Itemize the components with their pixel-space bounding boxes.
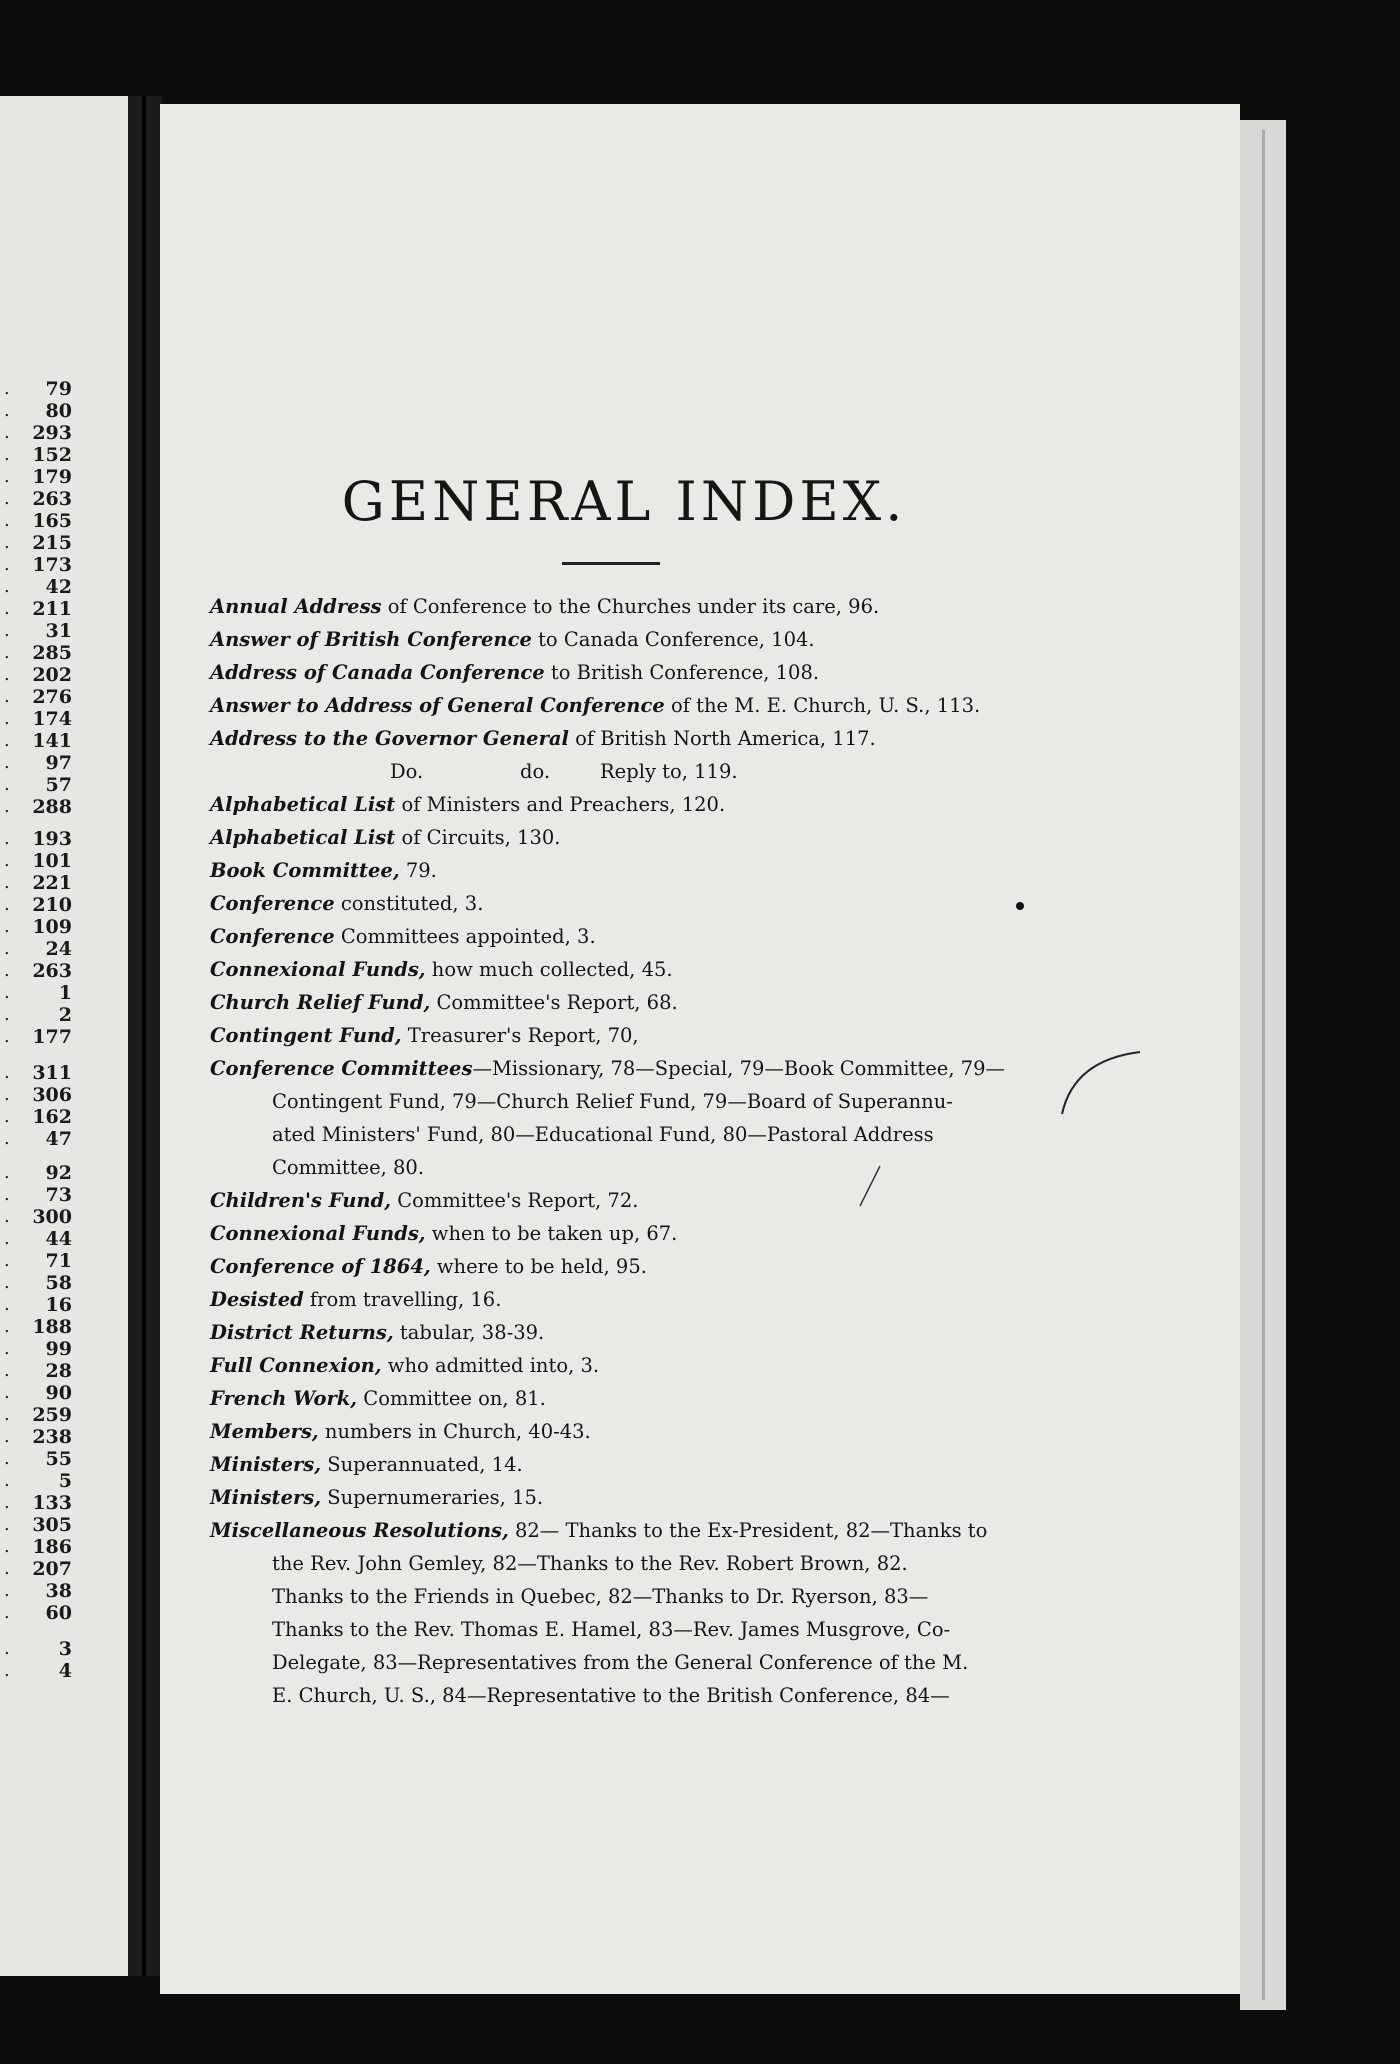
pen-mark-small (856, 1160, 886, 1210)
entry-text: of Ministers and Preachers, 120. (395, 793, 726, 816)
left-page-number: 92 (45, 1162, 72, 1184)
entry-heading: Conference (210, 892, 335, 915)
leader-dots: . (4, 1558, 14, 1579)
entry-text: where to be held, 95. (430, 1255, 647, 1278)
left-page-number: 215 (32, 532, 72, 554)
index-entry-continuation: Delegate, 83—Representatives from the General Conference of the M. (272, 1651, 969, 1674)
leader-dots: . (4, 1084, 14, 1105)
entry-text: Committee's Report, 68. (430, 991, 678, 1014)
left-page-number: 179 (32, 466, 72, 488)
left-page-number: 300 (32, 1206, 72, 1228)
ditto-mark: Do. (390, 760, 424, 783)
left-page-number: 193 (32, 828, 72, 850)
index-entry (210, 821, 1010, 854)
index-entry (210, 1316, 1010, 1349)
index-entry (210, 887, 1010, 920)
leader-dots: . (4, 1162, 14, 1183)
left-page-number: 28 (45, 1360, 72, 1382)
entry-heading: Answer of British Conference (210, 628, 532, 651)
leader-dots: . (4, 1228, 14, 1249)
entry-text: of Conference to the Churches under its care, 96. (381, 595, 880, 618)
left-page-number: 152 (32, 444, 72, 466)
leader-dots: . (4, 960, 14, 981)
index-entry (210, 788, 1010, 821)
left-page-number: 202 (32, 664, 72, 686)
entry-heading: Conference (210, 925, 335, 948)
leader-dots: . (4, 938, 14, 959)
leader-dots: . (4, 1206, 14, 1227)
leader-dots: . (4, 1426, 14, 1447)
index-entry-continuation: Thanks to the Friends in Quebec, 82—Thanks to Dr. Ryerson, 83— (272, 1585, 929, 1608)
index-entry (210, 953, 1010, 986)
entry-heading: Address to the Governor General (210, 727, 569, 750)
left-page-number: 186 (32, 1536, 72, 1558)
leader-dots: . (4, 982, 14, 1003)
left-page-number: 99 (45, 1338, 72, 1360)
entry-heading: Full Connexion, (210, 1354, 382, 1377)
entry-text: to British Conference, 108. (544, 661, 820, 684)
left-page-number: 3 (58, 1638, 72, 1660)
left-page-number: 173 (32, 554, 72, 576)
entry-text: numbers in Church, 40-43. (318, 1420, 591, 1443)
left-page-number: 133 (32, 1492, 72, 1514)
leader-dots: . (4, 444, 14, 465)
left-page-number: 238 (32, 1426, 72, 1448)
index-entry (210, 1184, 1010, 1217)
page-edge-line (1262, 130, 1265, 2000)
left-page-number: 221 (32, 872, 72, 894)
index-entry-continuation: the Rev. John Gemley, 82—Thanks to the Rev. Robert Brown, 82. (272, 1552, 908, 1575)
entry-heading: French Work, (210, 1387, 358, 1410)
entry-heading: Ministers, (210, 1453, 322, 1476)
entry-text: of British North America, 117. (568, 727, 876, 750)
entry-text: 82— Thanks to the Ex-President, 82—Thanks to (508, 1519, 988, 1542)
left-page-number: 305 (32, 1514, 72, 1536)
leader-dots: . (4, 1004, 14, 1025)
leader-dots: . (4, 466, 14, 487)
entry-text: from travelling, 16. (303, 1288, 502, 1311)
left-page-number: 174 (32, 708, 72, 730)
left-page-number: 4 (58, 1660, 72, 1682)
left-page-number: 162 (32, 1106, 72, 1128)
left-page-number: 71 (45, 1250, 72, 1272)
entry-heading: Conference of 1864, (210, 1255, 431, 1278)
left-page-number: 311 (32, 1062, 72, 1084)
leader-dots: . (4, 1404, 14, 1425)
leader-dots: . (4, 1338, 14, 1359)
index-entry (210, 722, 1010, 755)
entry-text: when to be taken up, 67. (425, 1222, 678, 1245)
entry-heading: Conference Committees (210, 1057, 473, 1080)
ink-dot (1016, 902, 1024, 910)
index-entry (210, 1415, 1010, 1448)
index-entry (210, 1481, 1010, 1514)
left-page-number: 188 (32, 1316, 72, 1338)
leader-dots: . (4, 1470, 14, 1491)
index-entry (210, 590, 1010, 623)
entry-heading: Church Relief Fund, (210, 991, 431, 1014)
left-page-number: 288 (32, 796, 72, 818)
left-page-number: 80 (45, 400, 72, 422)
index-entry (210, 1250, 1010, 1283)
leader-dots: . (4, 686, 14, 707)
index-entry (210, 1283, 1010, 1316)
left-page-number: 276 (32, 686, 72, 708)
left-page-number: 58 (45, 1272, 72, 1294)
index-entry (210, 656, 1010, 689)
index-entry (210, 1382, 1010, 1415)
entry-heading: Miscellaneous Resolutions, (210, 1519, 509, 1542)
entry-heading: Book Committee, (210, 859, 400, 882)
page-title: GENERAL INDEX. (341, 470, 907, 533)
left-page-number: 55 (45, 1448, 72, 1470)
leader-dots: . (4, 1294, 14, 1315)
left-page-number: 47 (45, 1128, 72, 1150)
index-entry-continuation: Thanks to the Rev. Thomas E. Hamel, 83—Rev. James Musgrove, Co- (272, 1618, 951, 1641)
leader-dots: . (4, 532, 14, 553)
left-page-number: 60 (45, 1602, 72, 1624)
entry-text: Committee on, 81. (357, 1387, 546, 1410)
entry-heading: Connexional Funds, (210, 958, 426, 981)
leader-dots: . (4, 1250, 14, 1271)
left-page-number: 38 (45, 1580, 72, 1602)
index-entry (210, 1514, 1010, 1547)
left-page-number: 263 (32, 488, 72, 510)
ditto-mark: do. (520, 760, 551, 783)
left-page-number: 90 (45, 1382, 72, 1404)
left-page-number: 16 (45, 1294, 72, 1316)
leader-dots: . (4, 1638, 14, 1659)
leader-dots: . (4, 664, 14, 685)
entry-text: Reply to, 119. (600, 760, 738, 783)
index-entry (210, 689, 1010, 722)
entry-text: —Missionary, 78—Special, 79—Book Committee, 79— (472, 1057, 1006, 1080)
left-page-number: 211 (32, 598, 72, 620)
leader-dots: . (4, 752, 14, 773)
left-page-number: 73 (45, 1184, 72, 1206)
entry-heading: Children's Fund, (210, 1189, 392, 1212)
index-entry (210, 920, 1010, 953)
leader-dots: . (4, 620, 14, 641)
title-rule (562, 562, 660, 565)
index-entry-continuation: E. Church, U. S., 84—Representative to the British Conference, 84— (272, 1684, 950, 1707)
entry-heading: Alphabetical List (210, 826, 396, 849)
entry-text: tabular, 38-39. (393, 1321, 545, 1344)
leader-dots: . (4, 1448, 14, 1469)
leader-dots: . (4, 598, 14, 619)
leader-dots: . (4, 1106, 14, 1127)
left-page-number: 57 (45, 774, 72, 796)
leader-dots: . (4, 828, 14, 849)
index-entry (210, 755, 1010, 788)
leader-dots: . (4, 1360, 14, 1381)
leader-dots: . (4, 1272, 14, 1293)
left-page-number: 79 (45, 378, 72, 400)
left-page-number: 263 (32, 960, 72, 982)
leader-dots: . (4, 1514, 14, 1535)
left-page-number: 2 (58, 1004, 72, 1026)
entry-text: Superannuated, 14. (321, 1453, 523, 1476)
index-entry (210, 1019, 1010, 1052)
leader-dots: . (4, 1026, 14, 1047)
entry-text: Committees appointed, 3. (334, 925, 596, 948)
left-page-number: 1 (58, 982, 72, 1004)
leader-dots: . (4, 1492, 14, 1513)
leader-dots: . (4, 378, 14, 399)
entry-text: 79. (399, 859, 437, 882)
leader-dots: . (4, 488, 14, 509)
gutter-line (142, 96, 146, 1976)
entry-heading: Desisted (210, 1288, 304, 1311)
leader-dots: . (4, 850, 14, 871)
left-page-number: 101 (32, 850, 72, 872)
leader-dots: . (4, 730, 14, 751)
index-entries (210, 590, 1010, 1712)
entry-heading: District Returns, (210, 1321, 394, 1344)
entry-text: Treasurer's Report, 70, (401, 1024, 639, 1047)
leader-dots: . (4, 554, 14, 575)
entry-heading: Address of Canada Conference (210, 661, 545, 684)
leader-dots: . (4, 708, 14, 729)
left-page-number: 141 (32, 730, 72, 752)
leader-dots: . (4, 1184, 14, 1205)
left-page-number: 97 (45, 752, 72, 774)
leader-dots: . (4, 576, 14, 597)
left-page-number: 177 (32, 1026, 72, 1048)
index-entry (210, 854, 1010, 887)
entry-text: who admitted into, 3. (381, 1354, 600, 1377)
left-page-number: 109 (32, 916, 72, 938)
index-entry-continuation: ated Ministers' Fund, 80—Educational Fund, 80—Pastoral Address (272, 1123, 934, 1146)
leader-dots: . (4, 1602, 14, 1623)
leader-dots: . (4, 1128, 14, 1149)
left-page-number: 165 (32, 510, 72, 532)
entry-text: of Circuits, 130. (395, 826, 561, 849)
left-page-number: 306 (32, 1084, 72, 1106)
leader-dots: . (4, 400, 14, 421)
leader-dots: . (4, 774, 14, 795)
index-entry-continuation: Committee, 80. (272, 1156, 425, 1179)
left-page-number: 210 (32, 894, 72, 916)
leader-dots: . (4, 916, 14, 937)
left-page-number: 31 (45, 620, 72, 642)
index-entry (210, 986, 1010, 1019)
leader-dots: . (4, 510, 14, 531)
left-page-number: 207 (32, 1558, 72, 1580)
entry-heading: Annual Address (210, 595, 382, 618)
pen-mark (1056, 1040, 1146, 1120)
left-page-number: 44 (45, 1228, 72, 1250)
left-page-number: 293 (32, 422, 72, 444)
left-page-fragment (0, 96, 148, 1976)
leader-dots: . (4, 1382, 14, 1403)
leader-dots: . (4, 894, 14, 915)
entry-text: Supernumeraries, 15. (321, 1486, 544, 1509)
entry-text: of the M. E. Church, U. S., 113. (664, 694, 981, 717)
entry-heading: Answer to Address of General Conference (210, 694, 665, 717)
leader-dots: . (4, 642, 14, 663)
entry-heading: Contingent Fund, (210, 1024, 402, 1047)
index-entry (210, 1349, 1010, 1382)
index-entry (210, 1448, 1010, 1481)
index-entry (210, 1052, 1010, 1085)
index-entry (210, 623, 1010, 656)
leader-dots: . (4, 1660, 14, 1681)
entry-text: to Canada Conference, 104. (531, 628, 815, 651)
index-entry (210, 1217, 1010, 1250)
entry-text: constituted, 3. (334, 892, 484, 915)
left-page-number: 42 (45, 576, 72, 598)
left-page-number: 5 (58, 1470, 72, 1492)
entry-text: Committee's Report, 72. (391, 1189, 639, 1212)
entry-text: how much collected, 45. (425, 958, 673, 981)
leader-dots: . (4, 872, 14, 893)
index-entry-continuation: Contingent Fund, 79—Church Relief Fund, 79—Board of Superannu- (272, 1090, 953, 1113)
leader-dots: . (4, 1316, 14, 1337)
entry-heading: Alphabetical List (210, 793, 396, 816)
leader-dots: . (4, 1580, 14, 1601)
entry-heading: Ministers, (210, 1486, 322, 1509)
leader-dots: . (4, 1062, 14, 1083)
left-page-number: 285 (32, 642, 72, 664)
leader-dots: . (4, 422, 14, 443)
entry-heading: Connexional Funds, (210, 1222, 426, 1245)
left-page-number: 259 (32, 1404, 72, 1426)
leader-dots: . (4, 1536, 14, 1557)
left-page-number: 24 (45, 938, 72, 960)
leader-dots: . (4, 796, 14, 817)
entry-heading: Members, (210, 1420, 319, 1443)
